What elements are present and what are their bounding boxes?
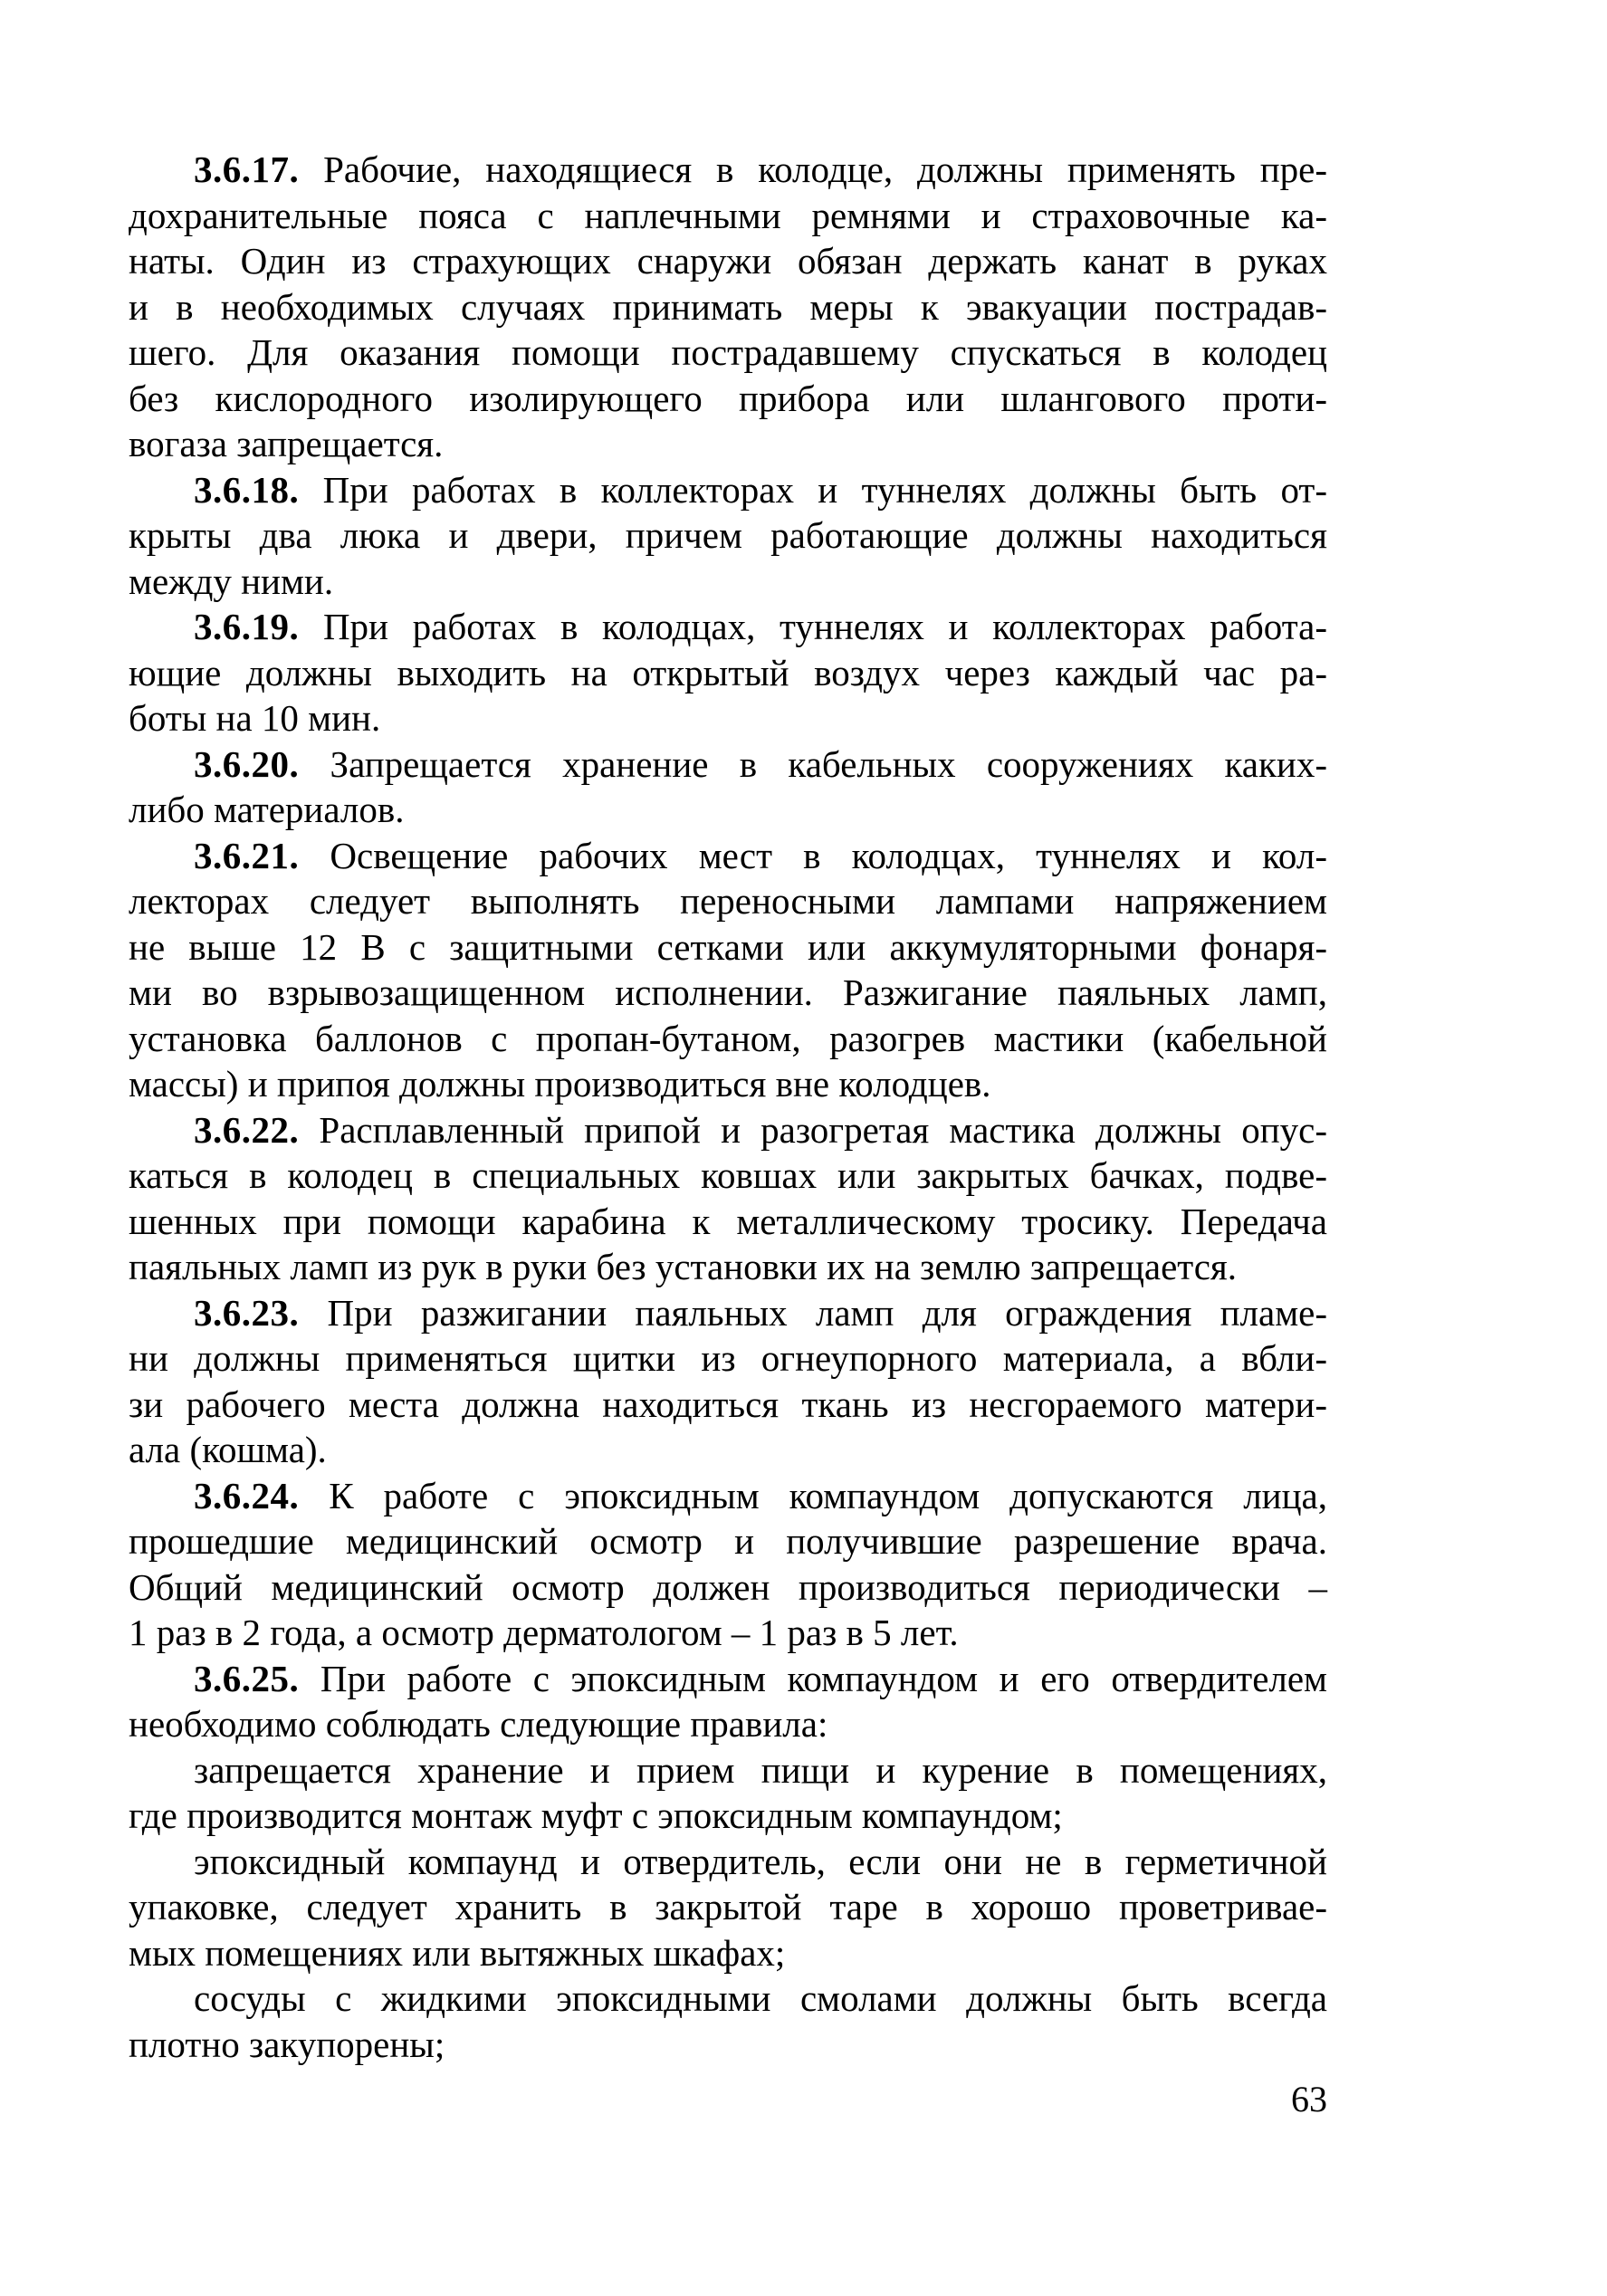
text-line: либо материалов.	[129, 789, 405, 830]
text-line: паяльных ламп из рук в руки без установки их на землю запрещается.	[129, 1246, 1238, 1287]
page-number: 63	[1291, 2079, 1327, 2119]
text-line: ющие должны выходить на открытый воздух через каждый час ра-	[129, 651, 1327, 694]
text-line: наты. Один из страхующих снаружи обязан держать канат в руках	[129, 240, 1327, 282]
paragraph-3-6-25	[129, 1656, 1327, 1747]
text-line: необходимо соблюдать следующие правила:	[129, 1703, 828, 1745]
paragraph-3-6-18	[129, 467, 1327, 605]
paragraph-bullet	[129, 1976, 1327, 2067]
text-line: 3.6.20. Запрещается хранение в кабельных сооружениях каких-	[194, 742, 1327, 785]
clause-number: 3.6.17.	[194, 148, 300, 190]
text-line: 3.6.19. При работах в колодцах, туннелях и коллекторах работа-	[194, 606, 1327, 647]
text-line: где производится монтаж муфт с эпоксидным компаундом;	[129, 1794, 1063, 1836]
text-line: не выше 12 В с защитными сетками или аккумуляторными фонаря-	[129, 925, 1327, 968]
text-line: плотно закупорены;	[129, 2023, 445, 2065]
text-line: ни должны применяться щитки из огнеупорного материала, а вбли-	[129, 1337, 1327, 1379]
text-line: лекторах следует выполнять переносными лампами напряжением	[129, 880, 1327, 922]
text-line: запрещается хранение и прием пищи и курение в помещениях,	[194, 1748, 1327, 1791]
text-line: 3.6.23. При разжигании паяльных ламп для ограждения пламе-	[194, 1291, 1327, 1334]
paragraph-bullet	[129, 1839, 1327, 1976]
text-line: упаковке, следует хранить в закрытой таре в хорошо проветривае-	[129, 1886, 1327, 1928]
text-line: массы) и припоя должны производиться вне колодцев.	[129, 1063, 991, 1105]
text-line: Общий медицинский осмотр должен производиться периодически –	[129, 1565, 1327, 1608]
text-line: 3.6.25. При работе с эпоксидным компаундом и его отвердителем	[194, 1657, 1327, 1699]
clause-number: 3.6.18.	[194, 468, 300, 511]
text-line: установка баллонов с пропан-бутаном, разогрев мастики (кабельной	[129, 1017, 1327, 1059]
text-line: ала (кошма).	[129, 1429, 327, 1470]
text-line: прошедшие медицинский осмотр и получившие разрешение врача.	[129, 1520, 1327, 1562]
text-line: боты на 10 мин.	[129, 697, 381, 739]
text-line: каться в колодец в специальных ковшах или закрытых бачках, подве-	[129, 1154, 1327, 1196]
text-line: сосуды с жидкими эпоксидными смолами должны быть всегда	[194, 1977, 1327, 2019]
text-line: 3.6.17. Рабочие, находящиеся в колодце, должны применять пре-	[194, 148, 1327, 190]
text-line: зи рабочего места должна находиться ткань из несгораемого матери-	[129, 1382, 1327, 1425]
paragraph-3-6-20	[129, 741, 1327, 833]
clause-number: 3.6.22.	[194, 1108, 300, 1151]
clause-number: 3.6.20.	[194, 742, 300, 785]
clause-number: 3.6.24.	[194, 1474, 300, 1516]
text-line: ми во взрывозащищенном исполнении. Разжигание паяльных ламп,	[129, 971, 1327, 1013]
text-line: эпоксидный компаунд и отвердитель, если они не в герметичной	[194, 1840, 1327, 1882]
text-line: 3.6.18. При работах в коллекторах и туннелях должны быть от-	[194, 468, 1327, 511]
paragraph-3-6-23	[129, 1290, 1327, 1473]
text-line: 3.6.22. Расплавленный припой и разогретая мастика должны опус-	[194, 1108, 1327, 1151]
text-line: между ними.	[129, 560, 334, 602]
paragraph-3-6-22	[129, 1107, 1327, 1290]
text-line: 3.6.24. К работе с эпоксидным компаундом допускаются лица,	[194, 1474, 1327, 1516]
text-block	[129, 147, 1327, 2067]
paragraph-3-6-24	[129, 1473, 1327, 1656]
text-line: вогаза запрещается.	[129, 423, 444, 464]
text-line: крыты два люка и двери, причем работающие должны находиться	[129, 514, 1327, 556]
text-line: 1 раз в 2 года, а осмотр дерматологом – 1 раз в 5 лет.	[129, 1612, 959, 1653]
paragraph-3-6-21	[129, 833, 1327, 1107]
clause-number: 3.6.21.	[194, 834, 300, 876]
paragraph-3-6-19	[129, 604, 1327, 741]
paragraph-3-6-17	[129, 147, 1327, 467]
text-line: и в необходимых случаях принимать меры к эвакуации пострадав-	[129, 285, 1327, 328]
text-line: 3.6.21. Освещение рабочих мест в колодцах, туннелях и кол-	[194, 834, 1327, 876]
text-line: дохранительные пояса с наплечными ремнями и страховочные ка-	[129, 194, 1327, 236]
text-line: мых помещениях или вытяжных шкафах;	[129, 1931, 786, 1974]
clause-number: 3.6.19.	[194, 606, 300, 647]
clause-number: 3.6.23.	[194, 1291, 300, 1334]
text-line: без кислородного изолирующего прибора или шлангового проти-	[129, 377, 1327, 419]
text-line: шенных при помощи карабина к металлическому тросику. Передача	[129, 1200, 1327, 1242]
paragraph-bullet	[129, 1747, 1327, 1839]
text-line: шего. Для оказания помощи пострадавшему спускаться в колодец	[129, 331, 1327, 373]
clause-number: 3.6.25.	[194, 1657, 300, 1699]
